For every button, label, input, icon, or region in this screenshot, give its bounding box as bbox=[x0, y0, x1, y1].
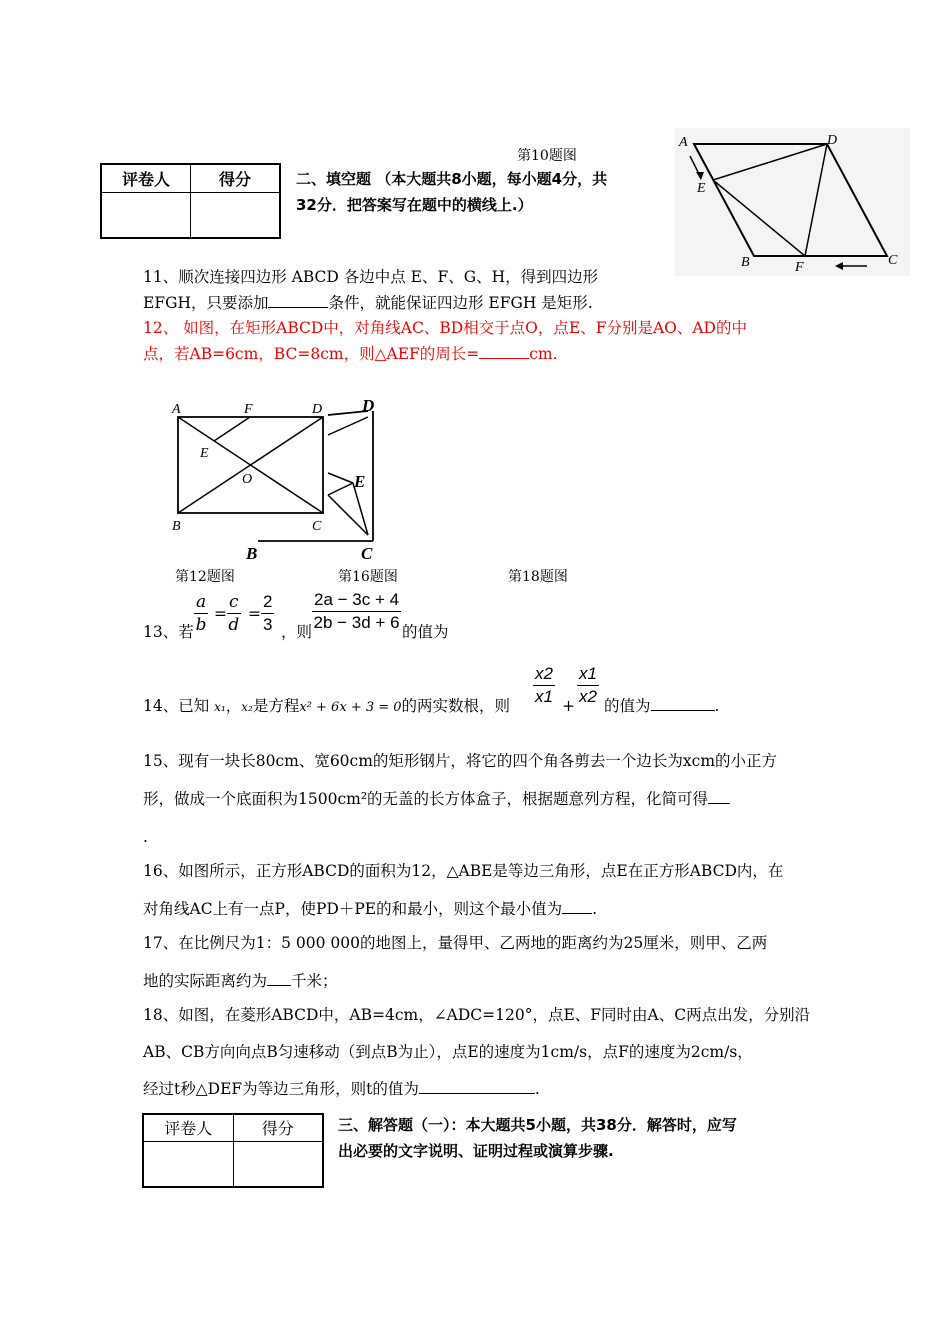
q13-eq1: = bbox=[214, 605, 227, 623]
q14-answer-blank[interactable] bbox=[651, 710, 715, 711]
q10-label-F: F bbox=[795, 260, 804, 275]
caption-q10: 第10题图 bbox=[517, 148, 577, 164]
q12-line2-b: cm. bbox=[529, 345, 558, 363]
score-header: 得分 bbox=[191, 164, 281, 192]
q10-figure bbox=[675, 128, 910, 276]
q14-frac-x1-x2: $\frac{x1}{x2}$ bbox=[579, 664, 597, 706]
caption-q18: 第18题图 bbox=[508, 569, 568, 585]
caption-q12: 第12题图 bbox=[175, 569, 235, 585]
q18-line2: AB、CB方向向点B匀速移动（到点B为止），点E的速度为1cm/s，点F的速度为2cm/s， bbox=[143, 1043, 753, 1061]
q14-tail bbox=[604, 695, 719, 717]
q12-label-D: D bbox=[312, 402, 323, 417]
q18-end: . bbox=[534, 1080, 540, 1098]
q12-line1: 12、 如图，在矩形ABCD中，对角线AC、BD相交于点O，点E、F分别是AO、AD的中 bbox=[143, 319, 747, 337]
q16-label-E: E bbox=[354, 472, 366, 491]
q17-line2-a: 地的实际距离约为 bbox=[143, 972, 268, 990]
score-cell[interactable] bbox=[191, 192, 281, 238]
caption-q16: 第16题图 bbox=[338, 569, 398, 585]
q13-eq2: = bbox=[248, 605, 261, 623]
q16-line1: 16、如图所示，正方形ABCD的面积为12，△ABE是等边三角形，点E在正方形ABCD内，在 bbox=[143, 862, 784, 880]
q12-label-F: F bbox=[244, 402, 253, 417]
q17-line1: 17、在比例尺为1：5 000 000的地图上，量得甲、乙两地的距离约为25厘米，则甲、乙两 bbox=[143, 934, 768, 952]
q17-line2-b: 千米； bbox=[291, 972, 338, 990]
q11-answer-blank[interactable] bbox=[268, 307, 328, 308]
q11-line1: 11、顺次连接四边形 ABCD 各边中点 E、F、G、H，得到四边形 bbox=[143, 268, 599, 286]
q15-line2 bbox=[143, 788, 730, 810]
q14-frac-x2-x1: $\frac{x2}{x1}$ bbox=[535, 664, 553, 706]
score-table-1 bbox=[100, 163, 281, 239]
q16-answer-blank[interactable] bbox=[562, 913, 592, 914]
grader-header-2: 评卷人 bbox=[143, 1114, 233, 1141]
q14-prefix: 14、已知 bbox=[143, 697, 210, 715]
q12-label-E: E bbox=[200, 446, 209, 461]
q12-answer-blank[interactable] bbox=[479, 358, 529, 359]
q12-line2-a: 点，若AB=6cm，BC=8cm，则△AEF的周长= bbox=[143, 345, 480, 363]
section2-heading-line2: 32分．把答案写在题中的横线上.） bbox=[296, 196, 533, 214]
grader-header: 评卷人 bbox=[101, 164, 191, 192]
q14-sep: ， bbox=[225, 697, 242, 715]
q14-equation: x² + 6x + 3 = 0 bbox=[299, 700, 402, 715]
q15-line3: . bbox=[143, 828, 148, 846]
q13-frac-expression: $\frac{2a - 3c + 4}{2b - 3d + 6}$ bbox=[313, 590, 400, 632]
section3-heading-line2: 出必要的文字说明、证明过程或演算步骤. bbox=[338, 1142, 614, 1160]
q14-end: . bbox=[714, 697, 720, 715]
q14-suffix: 的值为 bbox=[604, 697, 651, 715]
q11-line2 bbox=[143, 292, 593, 314]
q14-line bbox=[143, 695, 510, 719]
q16-label-B: B bbox=[246, 544, 258, 563]
q13-frac-a-b: $\frac{a}{b}$ bbox=[195, 592, 207, 635]
q14-x2: x₂ bbox=[241, 700, 253, 714]
q10-label-E: E bbox=[697, 181, 706, 196]
q12-label-O: O bbox=[242, 472, 253, 487]
q17-answer-blank[interactable] bbox=[267, 985, 291, 986]
q12-label-B: B bbox=[172, 519, 181, 534]
q13-frac-c-d: $\frac{c}{d}$ bbox=[228, 592, 240, 635]
q13-suffix: 的值为 bbox=[402, 623, 449, 641]
q10-label-D: D bbox=[827, 133, 838, 148]
q12-label-C: C bbox=[312, 519, 322, 534]
q16-end: . bbox=[592, 900, 598, 918]
q14-after: 的两实数根，则 bbox=[401, 697, 511, 715]
score-header-2: 得分 bbox=[233, 1114, 323, 1141]
q11-line2-a: EFGH，只要添加 bbox=[143, 294, 269, 312]
q10-label-B: B bbox=[741, 255, 750, 270]
q11-line2-b: 条件，就能保证四边形 EFGH 是矩形. bbox=[328, 294, 593, 312]
q10-label-A: A bbox=[679, 135, 688, 150]
q18-line3-text: 经过t秒△DEF为等边三角形，则t的值为 bbox=[143, 1080, 419, 1098]
q16-figure bbox=[240, 395, 390, 565]
q13-prefix: 13、若 bbox=[143, 623, 194, 641]
grader-cell-2[interactable] bbox=[143, 1141, 233, 1187]
q12-label-A: A bbox=[172, 402, 181, 417]
q13-mid: ，则 bbox=[281, 623, 313, 641]
score-cell-2[interactable] bbox=[233, 1141, 323, 1187]
q16-label-D: D bbox=[362, 396, 375, 415]
grader-cell[interactable] bbox=[101, 192, 191, 238]
section3-heading-line1: 三、解答题（一）：本大题共5小题，共38分．解答时，应写 bbox=[338, 1116, 737, 1134]
q17-line2 bbox=[143, 970, 338, 992]
q14-middle: 是方程 bbox=[252, 697, 300, 715]
q14-plus: + bbox=[562, 697, 575, 715]
q15-line1: 15、现有一块长80cm、宽60cm的矩形钢片，将它的四个角各剪去一个边长为xcm的小正方 bbox=[143, 752, 778, 770]
q16-line2 bbox=[143, 898, 597, 920]
score-table-2 bbox=[142, 1113, 324, 1188]
q12-line2 bbox=[143, 343, 558, 365]
q16-label-C: C bbox=[361, 544, 373, 563]
q15-answer-blank[interactable] bbox=[708, 803, 730, 804]
q16-line2-text: 对角线AC上有一点P，使PD＋PE的和最小，则这个最小值为 bbox=[143, 900, 563, 918]
q18-line1: 18、如图，在菱形ABCD中，AB=4cm，∠ADC=120°，点E、F同时由A、C两点出发，分别沿 bbox=[143, 1006, 811, 1024]
q13-frac-2-3: $\frac{2}{3}$ bbox=[263, 592, 273, 634]
q14-x1: x₁ bbox=[214, 700, 226, 714]
q18-answer-blank[interactable] bbox=[419, 1093, 535, 1094]
q10-label-C: C bbox=[888, 253, 898, 268]
section2-heading-line1: 二、填空题 （本大题共8小题，每小题4分，共 bbox=[296, 170, 608, 188]
q15-line2-text: 形，做成一个底面积为1500cm²的无盖的长方体盒子，根据题意列方程，化简可得 bbox=[143, 790, 709, 808]
q18-line3 bbox=[143, 1078, 540, 1100]
